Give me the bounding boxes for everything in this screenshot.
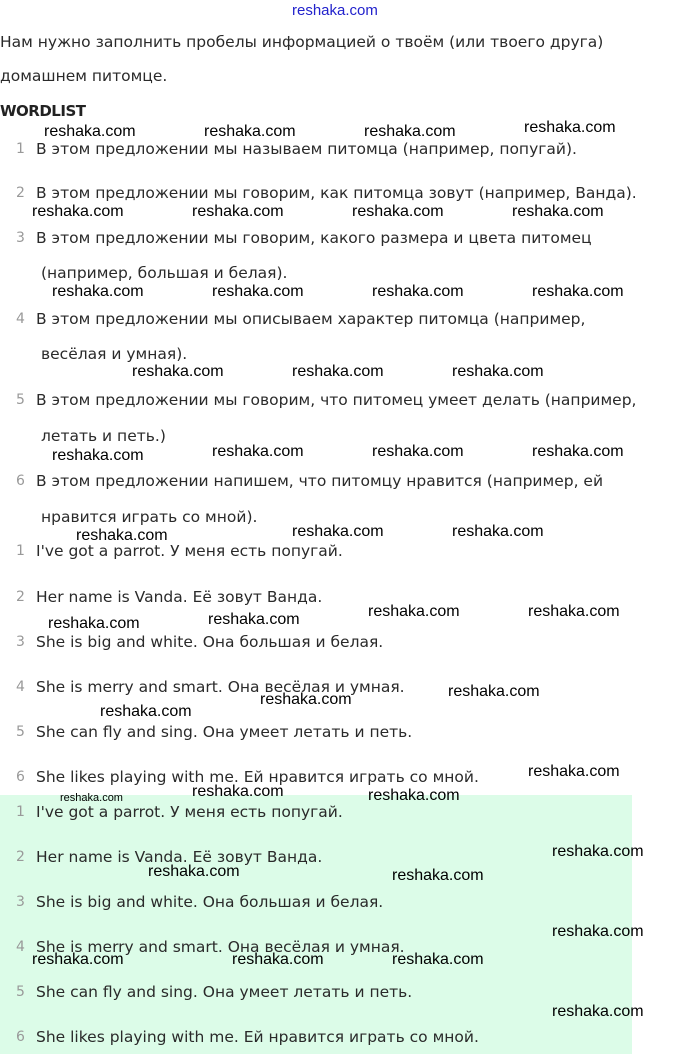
watermark: reshaka.com	[452, 523, 544, 540]
description-number: 6	[16, 473, 25, 489]
sentence-text: Her name is Vanda. Её зовут Ванда.	[36, 588, 323, 606]
description-text: летать и петь.)	[41, 427, 166, 445]
watermark: reshaka.com	[372, 283, 464, 300]
sentence-text: She can fly and sing. Она умеет летать и петь.	[36, 723, 413, 741]
answer-text: She likes playing with me. Ей нравится играть со мной.	[36, 1028, 479, 1046]
description-text: В этом предложении мы говорим, что питомец умеет делать (например,	[36, 391, 637, 409]
watermark: reshaka.com	[392, 951, 484, 968]
description-number: 4	[16, 311, 25, 327]
sentence-number: 3	[16, 634, 25, 650]
watermark: reshaka.com	[44, 123, 136, 140]
watermark: reshaka.com	[52, 447, 144, 464]
sentence-number: 5	[16, 724, 25, 740]
wordlist-heading: WORDLIST	[0, 102, 86, 120]
watermark: reshaka.com	[292, 523, 384, 540]
description-text: В этом предложении мы говорим, какого размера и цвета питомец	[36, 229, 592, 247]
watermark: reshaka.com	[60, 792, 123, 804]
watermark: reshaka.com	[448, 683, 540, 700]
watermark: reshaka.com	[100, 703, 192, 720]
description-text: нравится играть со мной).	[41, 508, 258, 526]
answer-text: I've got a parrot. У меня есть попугай.	[36, 803, 343, 821]
watermark: reshaka.com	[528, 603, 620, 620]
watermark: reshaka.com	[132, 363, 224, 380]
watermark: reshaka.com	[76, 527, 168, 544]
description-text: В этом предложении мы говорим, как питомца зовут (например, Ванда).	[36, 184, 637, 202]
watermark: reshaka.com	[32, 951, 124, 968]
sentence-text: She is merry and smart. Она весёлая и умная.	[36, 678, 405, 696]
watermark: reshaka.com	[192, 203, 284, 220]
answer-number: 1	[16, 804, 25, 820]
watermark: reshaka.com	[552, 1003, 644, 1020]
answer-number: 2	[16, 849, 25, 865]
watermark: reshaka.com	[452, 363, 544, 380]
description-number: 2	[16, 185, 25, 201]
sentence-text: I've got a parrot. У меня есть попугай.	[36, 542, 343, 560]
description-text: весёлая и умная).	[41, 345, 188, 363]
answer-number: 3	[16, 894, 25, 910]
watermark: reshaka.com	[532, 283, 624, 300]
answer-text: Her name is Vanda. Её зовут Ванда.	[36, 848, 323, 866]
watermark: reshaka.com	[524, 119, 616, 136]
watermark: reshaka.com	[512, 203, 604, 220]
watermark: reshaka.com	[212, 283, 304, 300]
intro-line-2: домашнем питомце.	[0, 67, 168, 85]
watermark: reshaka.com	[368, 603, 460, 620]
answer-number: 5	[16, 984, 25, 1000]
answer-text: She is merry and smart. Она весёлая и умная.	[36, 938, 405, 956]
sentence-text: She is big and white. Она большая и белая.	[36, 633, 384, 651]
watermark: reshaka.com	[148, 863, 240, 880]
watermark: reshaka.com	[528, 763, 620, 780]
answer-number: 4	[16, 939, 25, 955]
watermark: reshaka.com	[364, 123, 456, 140]
description-number: 3	[16, 230, 25, 246]
watermark: reshaka.com	[552, 843, 644, 860]
description-number: 1	[16, 141, 25, 157]
watermark: reshaka.com	[260, 691, 352, 708]
top-watermark: reshaka.com	[292, 2, 378, 19]
watermark: reshaka.com	[48, 615, 140, 632]
watermark: reshaka.com	[352, 203, 444, 220]
description-text: (например, большая и белая).	[41, 264, 288, 282]
description-text: В этом предложении напишем, что питомцу нравится (например, ей	[36, 472, 604, 490]
answer-number: 6	[16, 1029, 25, 1045]
watermark: reshaka.com	[372, 443, 464, 460]
sentence-number: 1	[16, 543, 25, 559]
answer-text: She is big and white. Она большая и белая.	[36, 893, 384, 911]
watermark: reshaka.com	[208, 611, 300, 628]
answer-box	[0, 795, 632, 1054]
watermark: reshaka.com	[32, 203, 124, 220]
watermark: reshaka.com	[392, 867, 484, 884]
watermark: reshaka.com	[192, 783, 284, 800]
sentence-number: 4	[16, 679, 25, 695]
watermark: reshaka.com	[52, 283, 144, 300]
watermark: reshaka.com	[532, 443, 624, 460]
watermark: reshaka.com	[292, 363, 384, 380]
sentence-number: 6	[16, 769, 25, 785]
watermark: reshaka.com	[204, 123, 296, 140]
watermark: reshaka.com	[232, 951, 324, 968]
answer-text: She can fly and sing. Она умеет летать и петь.	[36, 983, 413, 1001]
description-text: В этом предложении мы называем питомца (например, попугай).	[36, 140, 577, 158]
intro-line-1: Нам нужно заполнить пробелы информацией о твоём (или твоего друга)	[0, 33, 604, 51]
watermark: reshaka.com	[368, 787, 460, 804]
watermark: reshaka.com	[552, 923, 644, 940]
watermark: reshaka.com	[212, 443, 304, 460]
sentence-number: 2	[16, 589, 25, 605]
sentence-text: She likes playing with me. Ей нравится играть со мной.	[36, 768, 479, 786]
description-number: 5	[16, 392, 25, 408]
description-text: В этом предложении мы описываем характер питомца (например,	[36, 310, 586, 328]
